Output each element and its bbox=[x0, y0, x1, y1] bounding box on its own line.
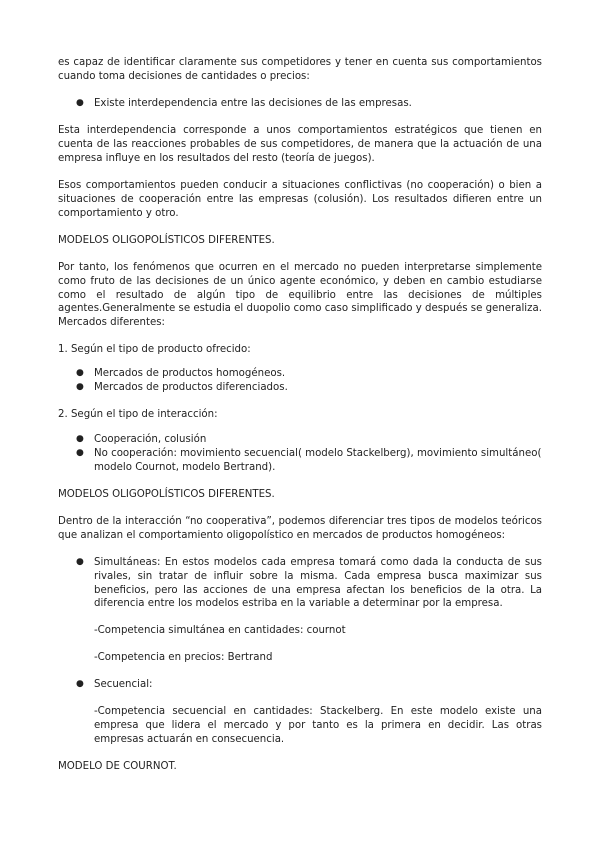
list1-title: 1. Según el tipo de producto ofrecido: bbox=[58, 344, 251, 355]
mercados-line: Mercados diferentes: bbox=[58, 317, 165, 328]
secuencial-paragraph: -Competencia secuencial en cantidades: Stackelberg. En este modelo existe una empresa que lidera el mercado y por tanto es la primera en decidir. Las otras empresas actuarán en consecuencia. bbox=[94, 706, 542, 745]
bullet-icon: ● bbox=[76, 382, 84, 392]
list2-title: 2. Según el tipo de interacción: bbox=[58, 409, 218, 420]
simultaneas-bertrand: -Competencia en precios: Bertrand bbox=[94, 652, 273, 663]
portanto-paragraph: Por tanto, los fenómenos que ocurren en el mercado no pueden interpretarse simplemente como fruto de las decisiones de un único agente económico, y deben en cambio estudiarse como el resultado de algún tipo de equilibrio entre las decisiones de múltiples agentes.Generalmente se estudia el duopolio como caso simplificado y después se generaliza. bbox=[58, 262, 542, 315]
interdependence-paragraph: Esta interdependencia corresponde a unos comportamientos estratégicos que tienen en cuenta de las reacciones probables de sus competidores, de manera que la actuación de una empresa influye en los resultados del resto (teoría de juegos). bbox=[58, 125, 542, 164]
simultaneas-cournot: -Competencia simultánea en cantidades: cournot bbox=[94, 625, 346, 636]
bullet-icon: ● bbox=[76, 557, 84, 567]
bullet-icon: ● bbox=[76, 434, 84, 444]
section-heading-cournot: MODELO DE COURNOT. bbox=[58, 761, 177, 772]
conflict-paragraph: Esos comportamientos pueden conducir a situaciones conflictivas (no cooperación) o bien a situaciones de cooperación entre las empresas (colusión). Los resultados difieren entre un comportamiento y otro. bbox=[58, 180, 542, 219]
section-heading-models-2: MODELOS OLIGOPOLÍSTICOS DIFERENTES. bbox=[58, 489, 275, 500]
bullet-icon: ● bbox=[76, 368, 84, 378]
list-item: No cooperación: movimiento secuencial( modelo Stackelberg), movimiento simultáneo( modelo Cournot, modelo Bertrand). bbox=[94, 448, 542, 473]
bullet-icon: ● bbox=[76, 98, 84, 108]
section-heading-models-1: MODELOS OLIGOPOLÍSTICOS DIFERENTES. bbox=[58, 235, 275, 246]
bullet-icon: ● bbox=[76, 679, 84, 689]
list-item: Mercados de productos diferenciados. bbox=[94, 382, 288, 393]
dentro-paragraph: Dentro de la interacción “no cooperativa”, podemos diferenciar tres tipos de modelos teóricos que analizan el comportamiento oligopolístico en mercados de productos homogéneos: bbox=[58, 516, 542, 541]
intro-paragraph: es capaz de identificar claramente sus competidores y tener en cuenta sus comportamientos cuando toma decisiones de cantidades o precios: bbox=[58, 57, 542, 82]
bullet-interdependence: Existe interdependencia entre las decisiones de las empresas. bbox=[94, 98, 412, 109]
list-item: Cooperación, colusión bbox=[94, 434, 207, 445]
bullet-icon: ● bbox=[76, 448, 84, 458]
secuencial-label: Secuencial: bbox=[94, 679, 153, 690]
list-item: Mercados de productos homogéneos. bbox=[94, 368, 286, 379]
simultaneas-paragraph: Simultáneas: En estos modelos cada empresa tomará como dada la conducta de sus rivales, sin tratar de influir sobre la misma. Cada empresa busca maximizar sus beneficios, pero las acciones de una empresa afectan los beneficios de la otra. La diferencia entre los modelos estriba en la variable a determinar por la empresa. bbox=[94, 557, 542, 610]
